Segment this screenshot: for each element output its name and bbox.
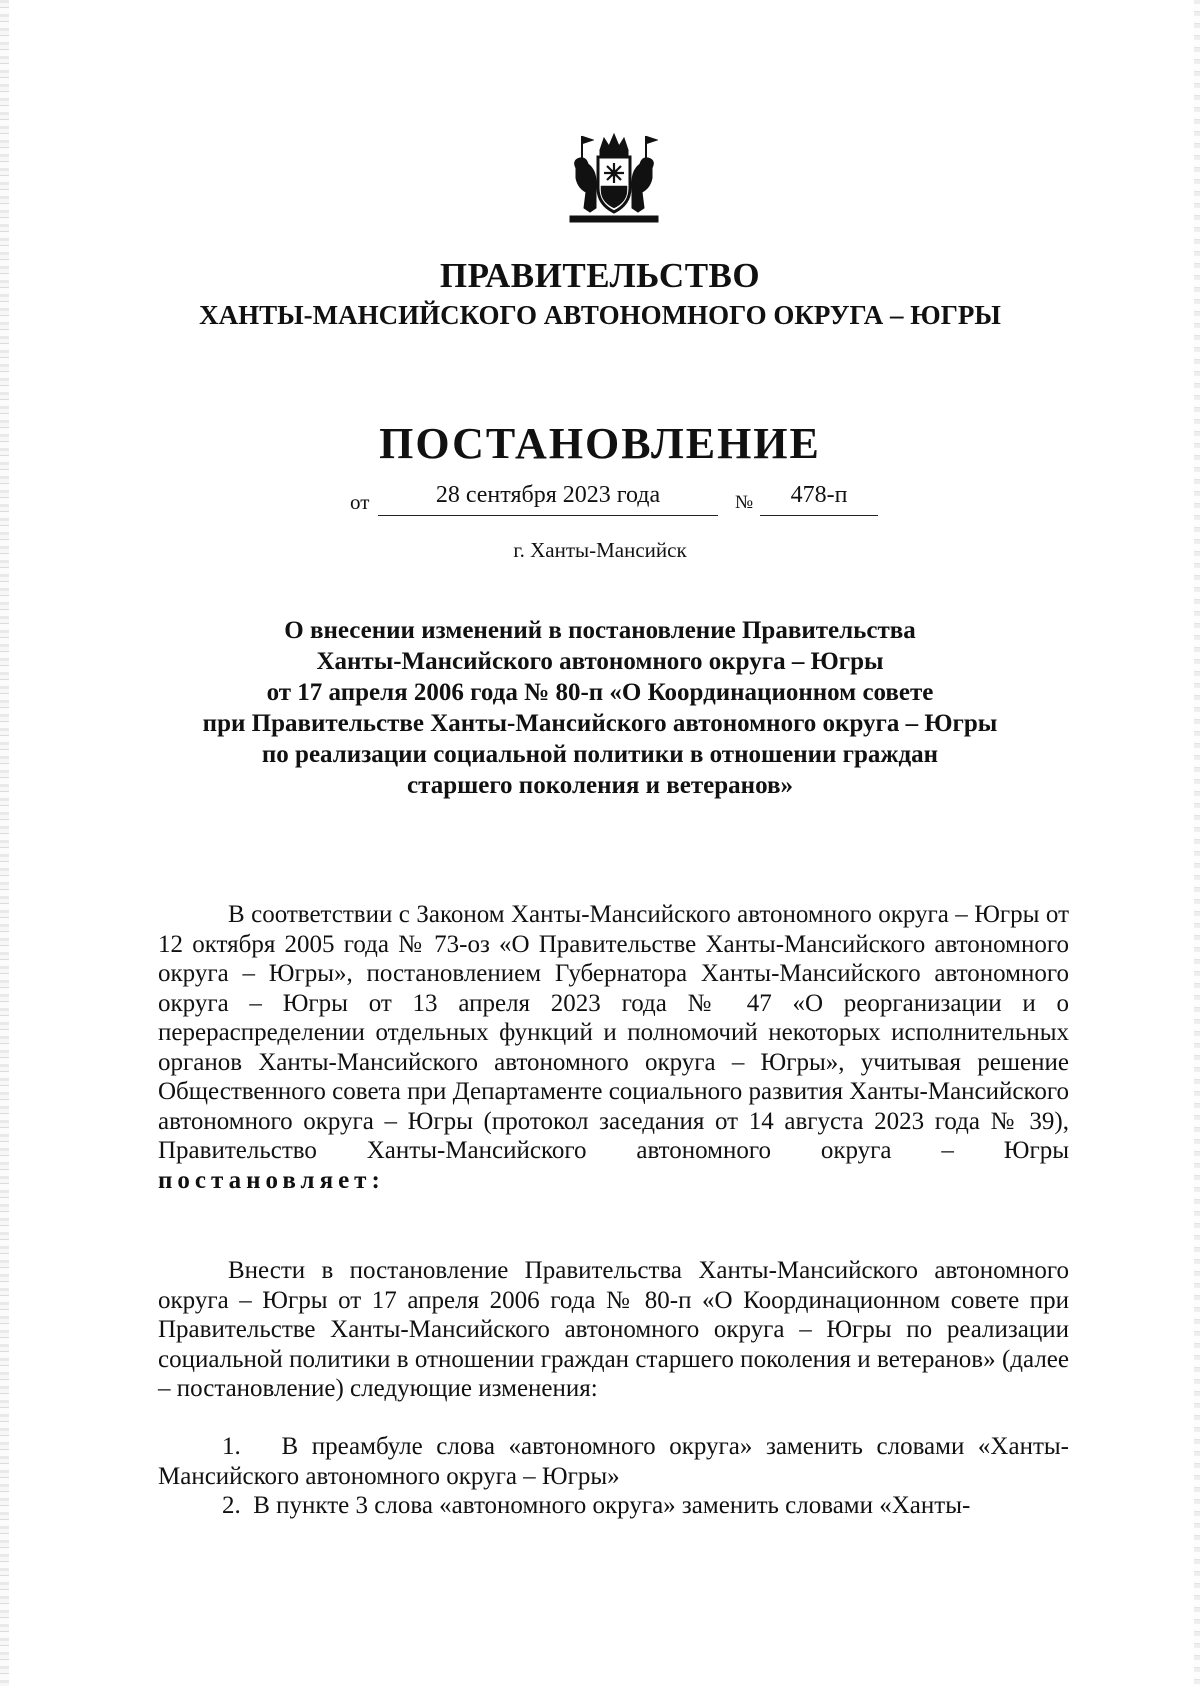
- document-subject: [110, 615, 1090, 801]
- city: г. Ханты-Мансийск: [513, 538, 687, 562]
- intro-paragraph: [158, 1256, 1069, 1404]
- scan-edge-left: [0, 0, 9, 1686]
- subject-line: от 17 апреля 2006 года № 80-п «О Координационном совете: [266, 679, 934, 706]
- item-number: 1.: [222, 1433, 241, 1460]
- document-type: ПОСТАНОВЛЕНИЕ: [379, 419, 821, 468]
- subject-line: Ханты-Мансийского автономного округа – Югры: [316, 648, 884, 675]
- date-number-line: [350, 482, 880, 522]
- list-item: [158, 1491, 1069, 1521]
- scan-edge-right: [1194, 0, 1200, 1686]
- subject-line: по реализации социальной политики в отношении граждан: [261, 741, 939, 768]
- item-text: В пункте 3 слова «автономного округа» заменить словами «Ханты-: [253, 1492, 971, 1519]
- subject-line: старшего поколения и ветеранов»: [407, 772, 793, 799]
- preamble-paragraph: [158, 900, 1069, 1195]
- date-label: от: [350, 490, 370, 514]
- item-number: 2.: [222, 1492, 241, 1519]
- document-number: 478-п: [760, 482, 878, 516]
- subject-line: О внесении изменений в постановление Правительства: [284, 617, 916, 644]
- government-title: ПРАВИТЕЛЬСТВО: [439, 256, 761, 295]
- document-date: 28 сентября 2023 года: [378, 482, 718, 516]
- list-item: [158, 1432, 1069, 1491]
- intro-text: Внести в постановление Правительства Ханты-Мансийского автономного округа – Югры от 17 апреля 2006 года № 80-п «О Координационном совете при Правительстве Ханты-Мансийского автономного округа – Югры по реализации социальной политики в отношении граждан старшего поколения и ветеранов» (далее – постановление) следующие изменения:: [158, 1257, 1069, 1402]
- item-text: В преамбуле слова «автономного округа» заменить словами «Ханты-Мансийского автономного округа – Югры»: [158, 1433, 1069, 1490]
- coat-of-arms-icon: [562, 130, 666, 230]
- subject-line: при Правительстве Ханты-Мансийского автономного округа – Югры: [202, 710, 998, 737]
- number-label: №: [735, 492, 754, 513]
- region-title: ХАНТЫ-МАНСИЙСКОГО АВТОНОМНОГО ОКРУГА – ЮГРЫ: [199, 300, 1001, 330]
- resolves-word: постановляет:: [158, 1166, 385, 1194]
- preamble-text: В соответствии с Законом Ханты-Мансийского автономного округа – Югры от 12 октября 2005 года № 73-оз «О Правительстве Ханты-Мансийского автономного округа – Югры», постановлением Губернатора Ханты-Мансийского автономного округа – Югры от 13 апреля 2023 года № 47 «О реорганизации и о перераспределении отдельных функций и полномочий некоторых исполнительных органов Ханты-Мансийского автономного округа – Югры», учитывая решение Общественного совета при Департаменте социального развития Ханты-Мансийского автономного округа – Югры (протокол заседания от 14 августа 2023 года № 39), Правительство Ханты-Мансийского автономного округа – Югры: [158, 901, 1069, 1164]
